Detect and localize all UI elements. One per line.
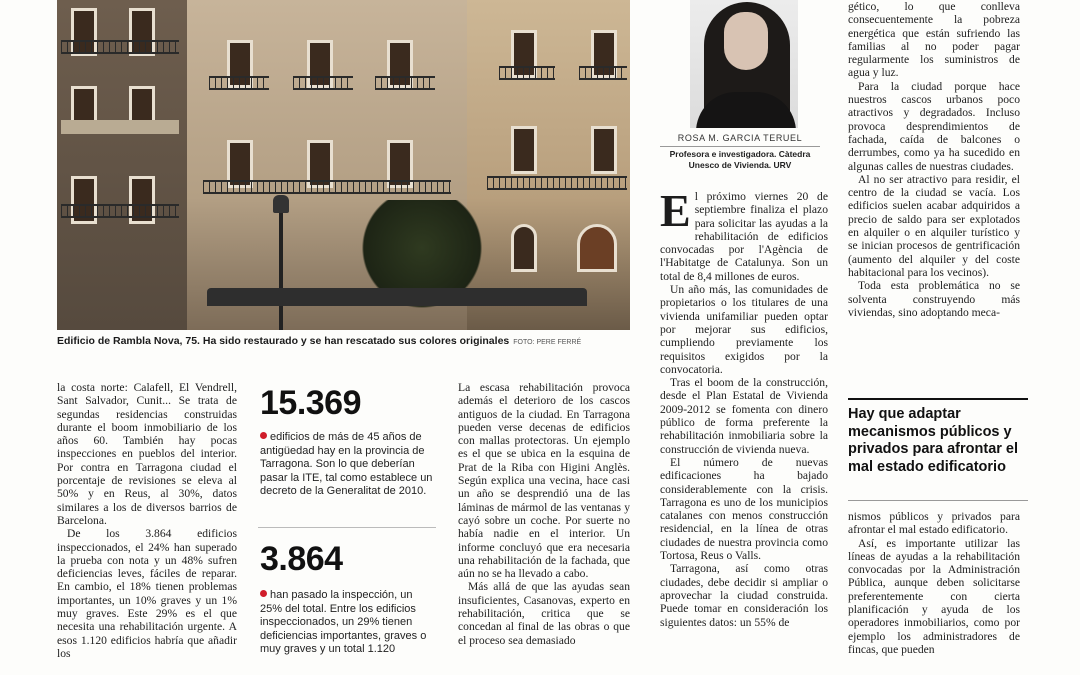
red-bullet-icon: [260, 432, 267, 439]
shop-awning: [207, 288, 587, 306]
drop-cap: E: [660, 190, 691, 236]
pullquote-rule-top: [848, 398, 1028, 400]
paragraph: La escasa rehabilitación provoca además el deterioro de los cascos antiguos de la ciudad. En Tarragona pueden verse decenas de edificios con mallas protectoras. Un ejemplo es el que se ubica en la esquina de Prat de la Riba con Higini Anglès. Según explica una vecina, hace casi un año se desprendió una de las láminas de mármol de las ventanas y cayó sobre un coche. Por suerte no había nadie en el interior. Un informe concluyó que era necesaria una rehabilitación de la fachada, que aún no se ha llevado a cabo.: [458, 381, 630, 581]
photo-caption: [57, 335, 637, 347]
paragraph: gético, lo que conlleva consecuentemente la pobreza energética que están sufriendo las familias al no poder pagar regularmente los suministros de agua y luz.: [848, 0, 1020, 80]
paragraph: Para la ciudad porque hace nuestros cascos urbanos poco atractivos y degradados. Incluso provoca desprendimientos de fachada, caída de balcones o derrumbes, como ya ha sucedido en algunas calles de nuestras ciudades.: [848, 79, 1020, 173]
paragraph: Tras el boom de la construcción, desde el Plan Estatal de Vivienda 2009-2012 se fomenta con dinero público de forma preferente la rehabilitación inmobiliaria sobre la construcción de vivienda nueva.: [660, 376, 828, 456]
stat-text: edificios de más de 45 años de antigüedad hay en la provincia de Tarragona. Son lo que deberían pasar la ITE, tal como establece un decreto de la Generalitat de 2010.: [260, 431, 433, 497]
stat-text: han pasado la inspección, un 25% del total. Entre los edificios inspeccionados, un 29% tienen deficiencias importantes, graves o muy graves y un total 1.120: [260, 589, 427, 655]
author-name: ROSA M. GARCIA TERUEL: [677, 133, 803, 143]
pull-quote: Hay que adaptar mecanismos públicos y privados para afrontar el mal estado edificatorio: [848, 406, 1019, 475]
paragraph: Más allá de que las ayudas sean insuficientes, Casanovas, experto en rehabilitación, critica que se concedan al final de las obras o que el proceso sea demasiado: [458, 580, 630, 647]
paragraph: De los 3.864 edificios inspeccionados, el 24% han superado la prueba con nota y un 48% sufren deficiencias leves, fáciles de reparar. En cambio, el 18% tienen problemas importantes, un 10% graves y un 1% muy graves. Este 29% es el que necesita una rehabilitación urgente. A esos 1.120 edificios habría que añadir los: [57, 527, 237, 660]
paragraph: El próximo viernes 20 de septiembre finaliza el plazo para solicitar las ayudas a la rehabilitación de edificios convocadas por l'Agència de l'Habitatge de Catalunya. Son un total de 8,4 millones de euros.: [660, 190, 828, 283]
author-role: Profesora e investigadora. Càtedra Unesco de Vivienda. URV: [669, 149, 811, 170]
stat-number: 15.369: [260, 384, 361, 422]
paragraph: Un año más, las comunidades de propietarios o los titulares de una vivienda unifamiliar pueden optar por mejorar sus edificios, cumpliendo previamente los requisitos exigidos por la convocatoria.: [660, 283, 828, 376]
paragraph: Al no ser atractivo para residir, el centro de la ciudad se vacía. Los edificios suelen acabar adquiridos a precio de saldo para ser explotados en alquiler o en alquiler turístico y se inician procesos de gentrificación (aumento del alquiler y del coste habitacional para los vecinos).: [848, 172, 1020, 279]
stat-block-1: [260, 384, 436, 499]
building-left: [57, 0, 187, 330]
red-bullet-icon: [260, 590, 267, 597]
opinion-column-2-top: [848, 0, 1020, 382]
caption-text: Edificio de Rambla Nova, 75. Ha sido restaurado y se han rescatado sus colores originales: [57, 335, 510, 347]
street-lamp: [279, 205, 283, 330]
author-divider: [660, 146, 820, 147]
photo-credit: FOTO: PERE FERRÉ: [513, 339, 582, 346]
paragraph: Así, es importante utilizar las líneas de ayudas a la rehabilitación convocadas por la Administración Pública, aunque deben solicitarse preferentemente con cierta planificación y ayuda de los operadores inmobiliarios, como por ejemplo los administradores de fincas, que pueden: [848, 536, 1020, 656]
pullquote-rule-bottom: [848, 500, 1028, 501]
paragraph: Toda esta problemática no se solventa construyendo más viviendas, sino adoptando meca-: [848, 279, 1020, 319]
article-column-1: [57, 381, 237, 675]
author-portrait: [690, 0, 798, 128]
building-right: [467, 0, 630, 330]
paragraph: El número de nuevas edificaciones ha bajado considerablemente con la crisis. Tarragona es uno de los municipios catalanes con menos construcción residencial, en la línea de otras ciudades de nuestra provincia como Tortosa, Reus o Valls.: [660, 455, 828, 563]
paragraph: la costa norte: Calafell, El Vendrell, Sant Salvador, Cunit... Se trata de segundas residencias construidas durante el boom inmobiliario de los años 60. También hay pocas inspecciones en pueblos del interior. Por contra en Tarragona ciudad el porcentaje de revisiones se eleva al 50% y en Reus, al 30%, datos similares a los de diversos barrios de Barcelona.: [57, 381, 237, 527]
stat-block-2: [260, 540, 436, 675]
opinion-column-2-bottom: [848, 510, 1020, 675]
paragraph: nismos públicos y privados para afrontar el mal estado edificatorio.: [848, 510, 1020, 537]
article-column-3: [458, 381, 630, 675]
building-photo: [57, 0, 630, 330]
opinion-column: [660, 190, 828, 675]
stat-divider: [258, 527, 436, 528]
stat-number: 3.864: [260, 540, 343, 578]
paragraph: Tarragona, así como otras ciudades, debe decidir si ampliar o aprovechar la ciudad construida. Puede tomar en consideración los siguientes datos: un 55% de: [660, 562, 828, 629]
